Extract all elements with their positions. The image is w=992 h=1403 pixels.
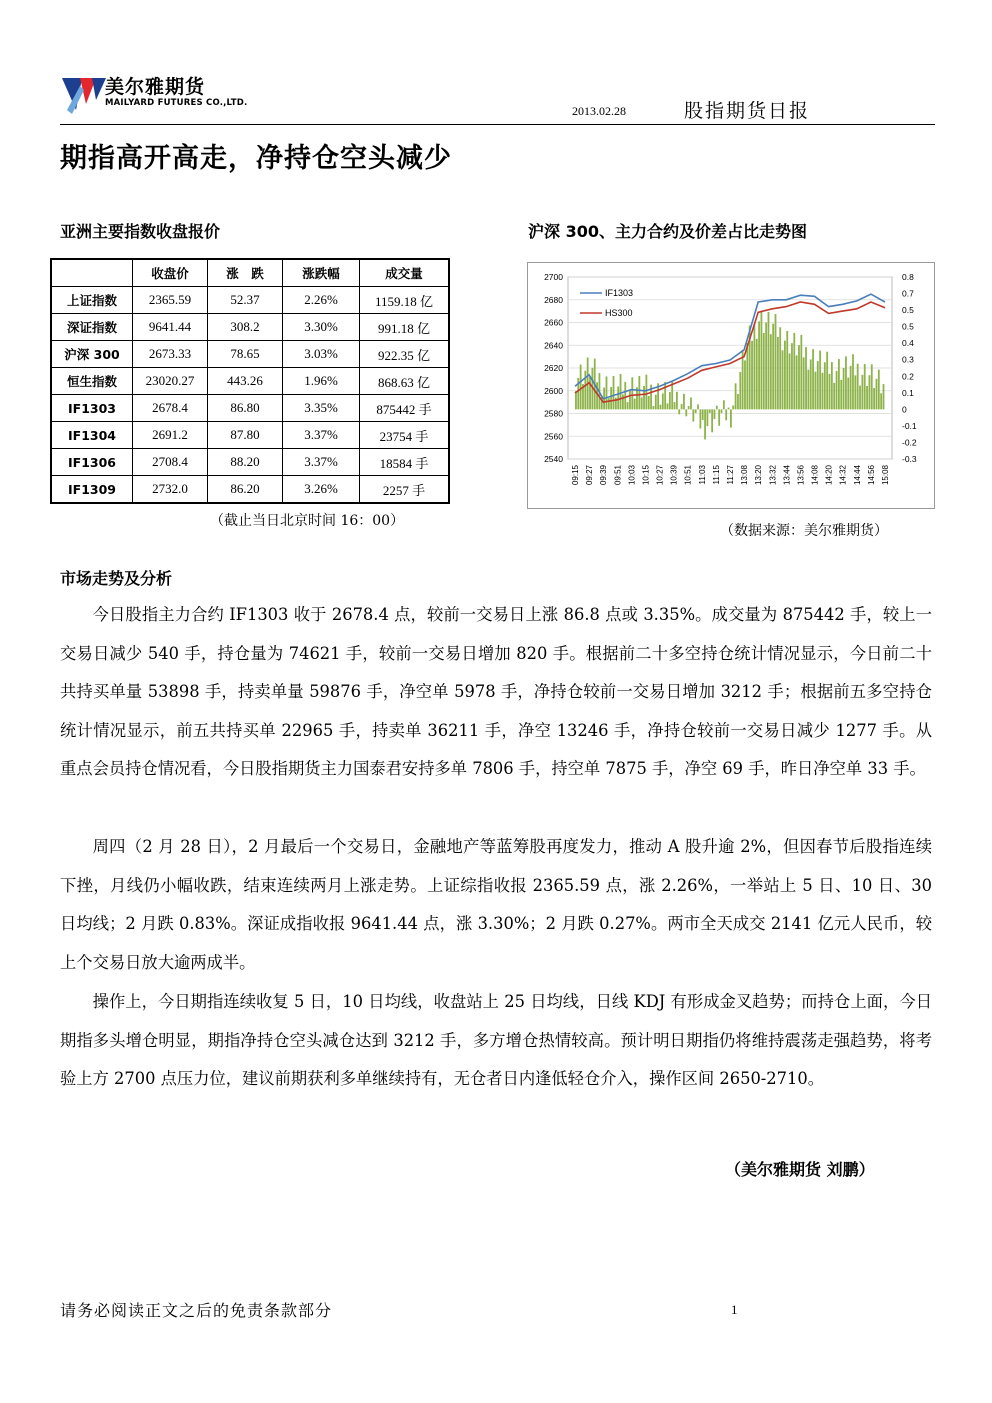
table-cell: 2691.2 [133,422,208,449]
x-tick-label: 09:15 [571,465,581,486]
spread-bar [709,409,711,412]
spread-bar [718,409,720,425]
table-row [51,476,449,504]
spread-bar [822,373,824,410]
spread-bar [861,375,863,410]
row-label: 深证指数 [51,314,133,341]
spread-bar [638,376,640,409]
table-header-row [51,259,449,287]
spread-bar [873,388,875,409]
spread-bar [777,337,779,409]
row-label: 沪深 300 [51,341,133,368]
row-label: IF1309 [51,476,133,504]
y-right-tick-label: -0.3 [902,454,917,464]
table-cell: 87.80 [208,422,283,449]
table-cell: 2673.33 [133,341,208,368]
spread-bar [606,376,608,409]
spread-bar [876,379,878,410]
trend-chart [528,263,934,508]
spread-bar [716,406,718,410]
row-label: IF1304 [51,422,133,449]
x-tick-label: 09:39 [599,465,609,486]
spread-bar [852,354,854,409]
x-tick-label: 11:15 [711,465,721,485]
spread-bar [751,341,753,409]
y-left-tick-label: 2620 [544,363,563,373]
spread-bar [768,312,770,409]
y-right-tick-label: 0.2 [902,371,914,382]
table-cell: 868.63 亿 [360,368,450,395]
report-date: 2013.02.28 [572,104,626,118]
spread-bar [608,398,610,409]
column-header: 涨 跌 [208,259,283,287]
spread-bar [871,364,873,409]
column-header: 成交量 [360,259,450,287]
table-cell: 3.35% [283,395,360,422]
spread-bar [730,409,732,427]
spread-bar [859,386,861,410]
spread-bar [845,356,847,409]
spread-bar [831,362,833,409]
table-cell: 875442 手 [360,395,450,422]
spread-bar [580,365,582,410]
spread-bar [620,374,622,409]
spread-bar [800,335,802,409]
spread-bar [664,382,666,409]
spread-bar [746,343,748,409]
spread-bar [629,390,631,410]
table-cell: 3.30% [283,314,360,341]
legend-label: HS300 [605,308,633,318]
logo-en-text: MAILYARD FUTURES CO.,LTD. [105,98,248,108]
x-tick-label: 09:51 [613,465,623,486]
spread-bar [732,405,734,409]
legend-label: IF1303 [605,288,634,298]
y-right-tick-label: 0 [902,404,907,415]
spread-bar [847,377,849,409]
spread-bar [850,366,852,410]
y-right-tick-label: 0.3 [902,354,914,365]
y-left-tick-label: 2580 [544,408,563,419]
spread-bar [866,386,868,409]
table-cell: 1.96% [283,368,360,395]
spread-bar [775,314,777,409]
x-tick-label: 10:27 [655,465,665,486]
spread-bar [854,375,856,409]
chart-frame [527,262,935,509]
spread-bar [878,370,880,410]
spread-bar [627,402,629,409]
row-label: IF1303 [51,395,133,422]
y-left-tick-label: 2660 [544,317,563,328]
table-cell: 2365.59 [133,287,208,314]
spread-bar [617,387,619,410]
spread-bar [676,392,678,410]
y-left-tick-label: 2560 [544,431,563,442]
table-cell: 86.80 [208,395,283,422]
quote-table-title: 亚洲主要指数收盘报价 [60,222,221,241]
spread-bar [739,372,741,410]
table-cell: 308.2 [208,314,283,341]
spread-bar [653,406,655,409]
spread-bar [735,383,737,409]
y-left-tick-label: 2680 [544,294,563,305]
y-left-tick-label: 2700 [544,272,563,282]
table-cell: 3.37% [283,422,360,449]
spread-bar [779,327,781,409]
spread-bar [725,409,727,420]
spread-bar [683,394,685,410]
y-right-tick-label: 0.8 [902,272,914,282]
table-note: （截止当日北京时间 16：00） [210,513,405,529]
column-header [51,259,133,287]
spread-bar [796,355,798,409]
x-tick-label: 14:44 [852,465,862,486]
x-tick-label: 11:27 [726,465,735,485]
table-cell: 2.26% [283,287,360,314]
x-tick-label: 13:32 [768,465,778,486]
spread-bar [826,352,828,410]
spread-bar [782,350,784,409]
table-cell: 23020.27 [133,368,208,395]
analysis-paragraph-1: 今日股指主力合约 IF1303 收于 2678.4 点，较前一交易日上涨 86.8 点或 3.35%。成交量为 875442 手，较上一交易日减少 540 手，持仓量为 74621 手，较前一交易日增加 820 手。根据前二十多空持仓统计情况显示，今日前二十共持买单量 53898 手，持卖单量 59876 手，净空单 5978 手，净持仓较前一交易日增加 3212 手；根据前五多空持仓统计情况显示，前五共持买单 22965 手，持卖单 36211 手，净空 13246 手，净持仓较前一交易日减少 1277 手。从重点会员持仓情况看，今日股指期货主力国泰君安持多单 7806 手，持空单 7875 手，净空 69 手，昨日净空单 33 手。 [60,605,932,778]
spread-bar [829,374,831,409]
spread-bar [660,405,662,410]
spread-bar [812,349,814,409]
spread-bar [883,384,885,409]
spread-bar [843,368,845,409]
spread-bar [824,362,826,409]
table-cell: 443.26 [208,368,283,395]
x-tick-label: 13:20 [754,465,764,486]
y-right-tick-label: 0.7 [902,288,914,299]
spread-bar [622,394,624,409]
spread-bar [704,409,706,439]
spread-bar [772,324,774,410]
spread-bar [864,364,866,409]
spread-bar [803,357,805,409]
x-tick-label: 10:15 [641,465,651,486]
spread-bar [786,331,788,409]
table-cell: 922.35 亿 [360,341,450,368]
spread-bar [690,397,692,409]
spread-bar [662,393,664,409]
spread-bar [631,377,633,409]
table-cell: 3.26% [283,476,360,504]
spread-bar [667,403,669,409]
x-tick-label: 13:08 [740,465,750,486]
table-cell: 52.37 [208,287,283,314]
page-number: 1 [731,1302,738,1317]
spread-bar [836,371,838,409]
spread-bar [784,341,786,410]
spread-bar [655,395,657,410]
table-row [51,395,449,422]
table-row [51,287,449,314]
x-tick-label: 13:56 [796,465,806,486]
spread-bar [702,409,704,420]
table-row [51,449,449,476]
table-cell: 2708.4 [133,449,208,476]
table-cell: 1159.18 亿 [360,287,450,314]
spread-bar [634,399,636,410]
x-tick-label: 14:08 [810,465,820,486]
table-cell: 23754 手 [360,422,450,449]
spread-bar [697,404,699,409]
spread-bar [714,409,716,419]
table-row [51,341,449,368]
analysis-paragraph-2: 周四（2 月 28 日），2 月最后一个交易日，金融地产等蓝筹股再度发力，推动 A 股升逾 2%，但因春节后股指连续下挫，月线仍小幅收跌，结束连续两月上涨走势。上证综指收报 2365.59 点，涨 2.26%，一举站上 5 日、10 日、30 日均线；2 月跌 0.83%。深证成指收报 9641.44 点，涨 3.30%；2 月跌 0.27%。两市全天成交 2141 亿元人民币，较上个交易日放大逾两成半。 [60,837,932,972]
spread-bar [805,347,807,409]
x-tick-label: 10:51 [683,465,693,486]
spread-bar [721,409,723,413]
page-headline: 期指高开高走，净持仓空头减少 [60,143,452,174]
spread-bar [707,409,709,426]
spread-bar [692,409,694,421]
spread-bar [645,375,647,410]
x-tick-label: 09:27 [585,465,595,486]
x-tick-label: 15:08 [880,465,890,486]
spread-bar [685,409,687,416]
y-right-tick-label: 0.5 [902,305,914,316]
spread-bar [728,408,730,410]
chart-source: （数据来源：美尔雅期货） [720,523,888,539]
y-right-tick-label: -0.2 [902,437,917,448]
x-tick-label: 14:56 [866,465,876,486]
spread-bar [699,409,701,428]
table-cell: 2678.4 [133,395,208,422]
table-cell: 991.18 亿 [360,314,450,341]
y-left-tick-label: 2640 [544,340,563,351]
spread-bar [688,406,690,409]
y-left-tick-label: 2600 [544,385,563,396]
spread-bar [648,396,650,409]
y-right-tick-label: 0.5 [902,321,914,332]
spread-bar [678,409,680,414]
spread-bar [610,387,612,409]
spread-bar [838,359,840,409]
spread-bar [643,386,645,409]
y-left-tick-label: 2540 [544,454,563,464]
table-row [51,368,449,395]
x-tick-label: 14:20 [824,465,834,486]
table-row [51,422,449,449]
spread-bar [742,350,744,410]
table-cell: 86.20 [208,476,283,504]
spread-bar [761,311,763,410]
row-label: IF1306 [51,449,133,476]
disclaimer-note: 请务必阅读正文之后的免责条款部分 [60,1301,333,1320]
table-cell: 2257 手 [360,476,450,504]
spread-bar [681,404,683,409]
spread-bar [753,323,755,409]
spread-bar [674,402,676,409]
x-tick-label: 10:39 [669,465,679,486]
spread-bar [723,400,725,409]
spread-bar [807,370,809,410]
y-right-tick-label: 0.4 [902,338,914,349]
column-header: 涨跌幅 [283,259,360,287]
table-cell: 18584 手 [360,449,450,476]
y-right-tick-label: -0.1 [902,420,917,431]
spread-bar [575,391,577,409]
spread-bar [765,323,767,410]
row-label: 上证指数 [51,287,133,314]
table-cell: 88.20 [208,449,283,476]
spread-bar [744,360,746,409]
spread-bar [756,339,758,410]
table-cell: 9641.44 [133,314,208,341]
spread-bar [789,353,791,409]
spread-bar [737,394,739,409]
table-row [51,314,449,341]
spread-bar [641,397,643,409]
spread-bar [819,351,821,410]
spread-bar [815,372,817,410]
author-signature: （美尔雅期货 刘鹏） [725,1160,875,1179]
x-tick-label: 10:03 [627,465,637,486]
table-cell: 78.65 [208,341,283,368]
spread-bar [840,380,842,409]
spread-bar [613,376,615,409]
spread-bar [817,361,819,409]
x-tick-label: 11:03 [697,465,707,485]
header-divider [60,124,935,125]
x-tick-label: 14:32 [838,465,848,486]
spread-bar [810,359,812,409]
spread-bar [880,393,882,409]
table-cell: 3.37% [283,449,360,476]
row-label: 恒生指数 [51,368,133,395]
spread-bar [695,409,697,413]
spread-bar [857,364,859,410]
spread-bar [758,321,760,409]
analysis-title: 市场走势及分析 [60,569,173,588]
chart-title: 沪深 300、主力合约及价差占比走势图 [528,222,807,241]
spread-bar [793,333,795,409]
spread-bar [798,345,800,409]
spread-bar [763,333,765,409]
logo-cn-text: 美尔雅期货 [105,76,206,98]
quote-table [50,258,450,504]
table-cell: 3.03% [283,341,360,368]
spread-bar [833,383,835,409]
y-right-tick-label: 0.1 [902,387,914,398]
x-tick-label: 13:44 [782,465,792,486]
spread-bar [711,409,713,432]
spread-bar [589,377,591,409]
analysis-paragraph-3: 操作上，今日期指连续收复 5 日，10 日均线，收盘站上 25 日均线，日线 KDJ 有形成金叉趋势；而持仓上面，今日期指多头增仓明显，期指净持仓空头减仓达到 3212 手，多方增仓热情较高。预计明日期指仍将维持震荡走强趋势，将考验上方 2700 点压力位，建议前期获利多单继续持有，无仓者日内逢低轻仓介入，操作区间 2650-2710。 [60,992,932,1088]
column-header: 收盘价 [133,259,208,287]
spread-bar [770,334,772,409]
spread-bar [624,382,626,409]
spread-bar [669,392,671,409]
report-name: 股指期货日报 [684,100,811,122]
spread-bar [791,343,793,409]
spread-bar [869,375,871,409]
table-cell: 2732.0 [133,476,208,504]
